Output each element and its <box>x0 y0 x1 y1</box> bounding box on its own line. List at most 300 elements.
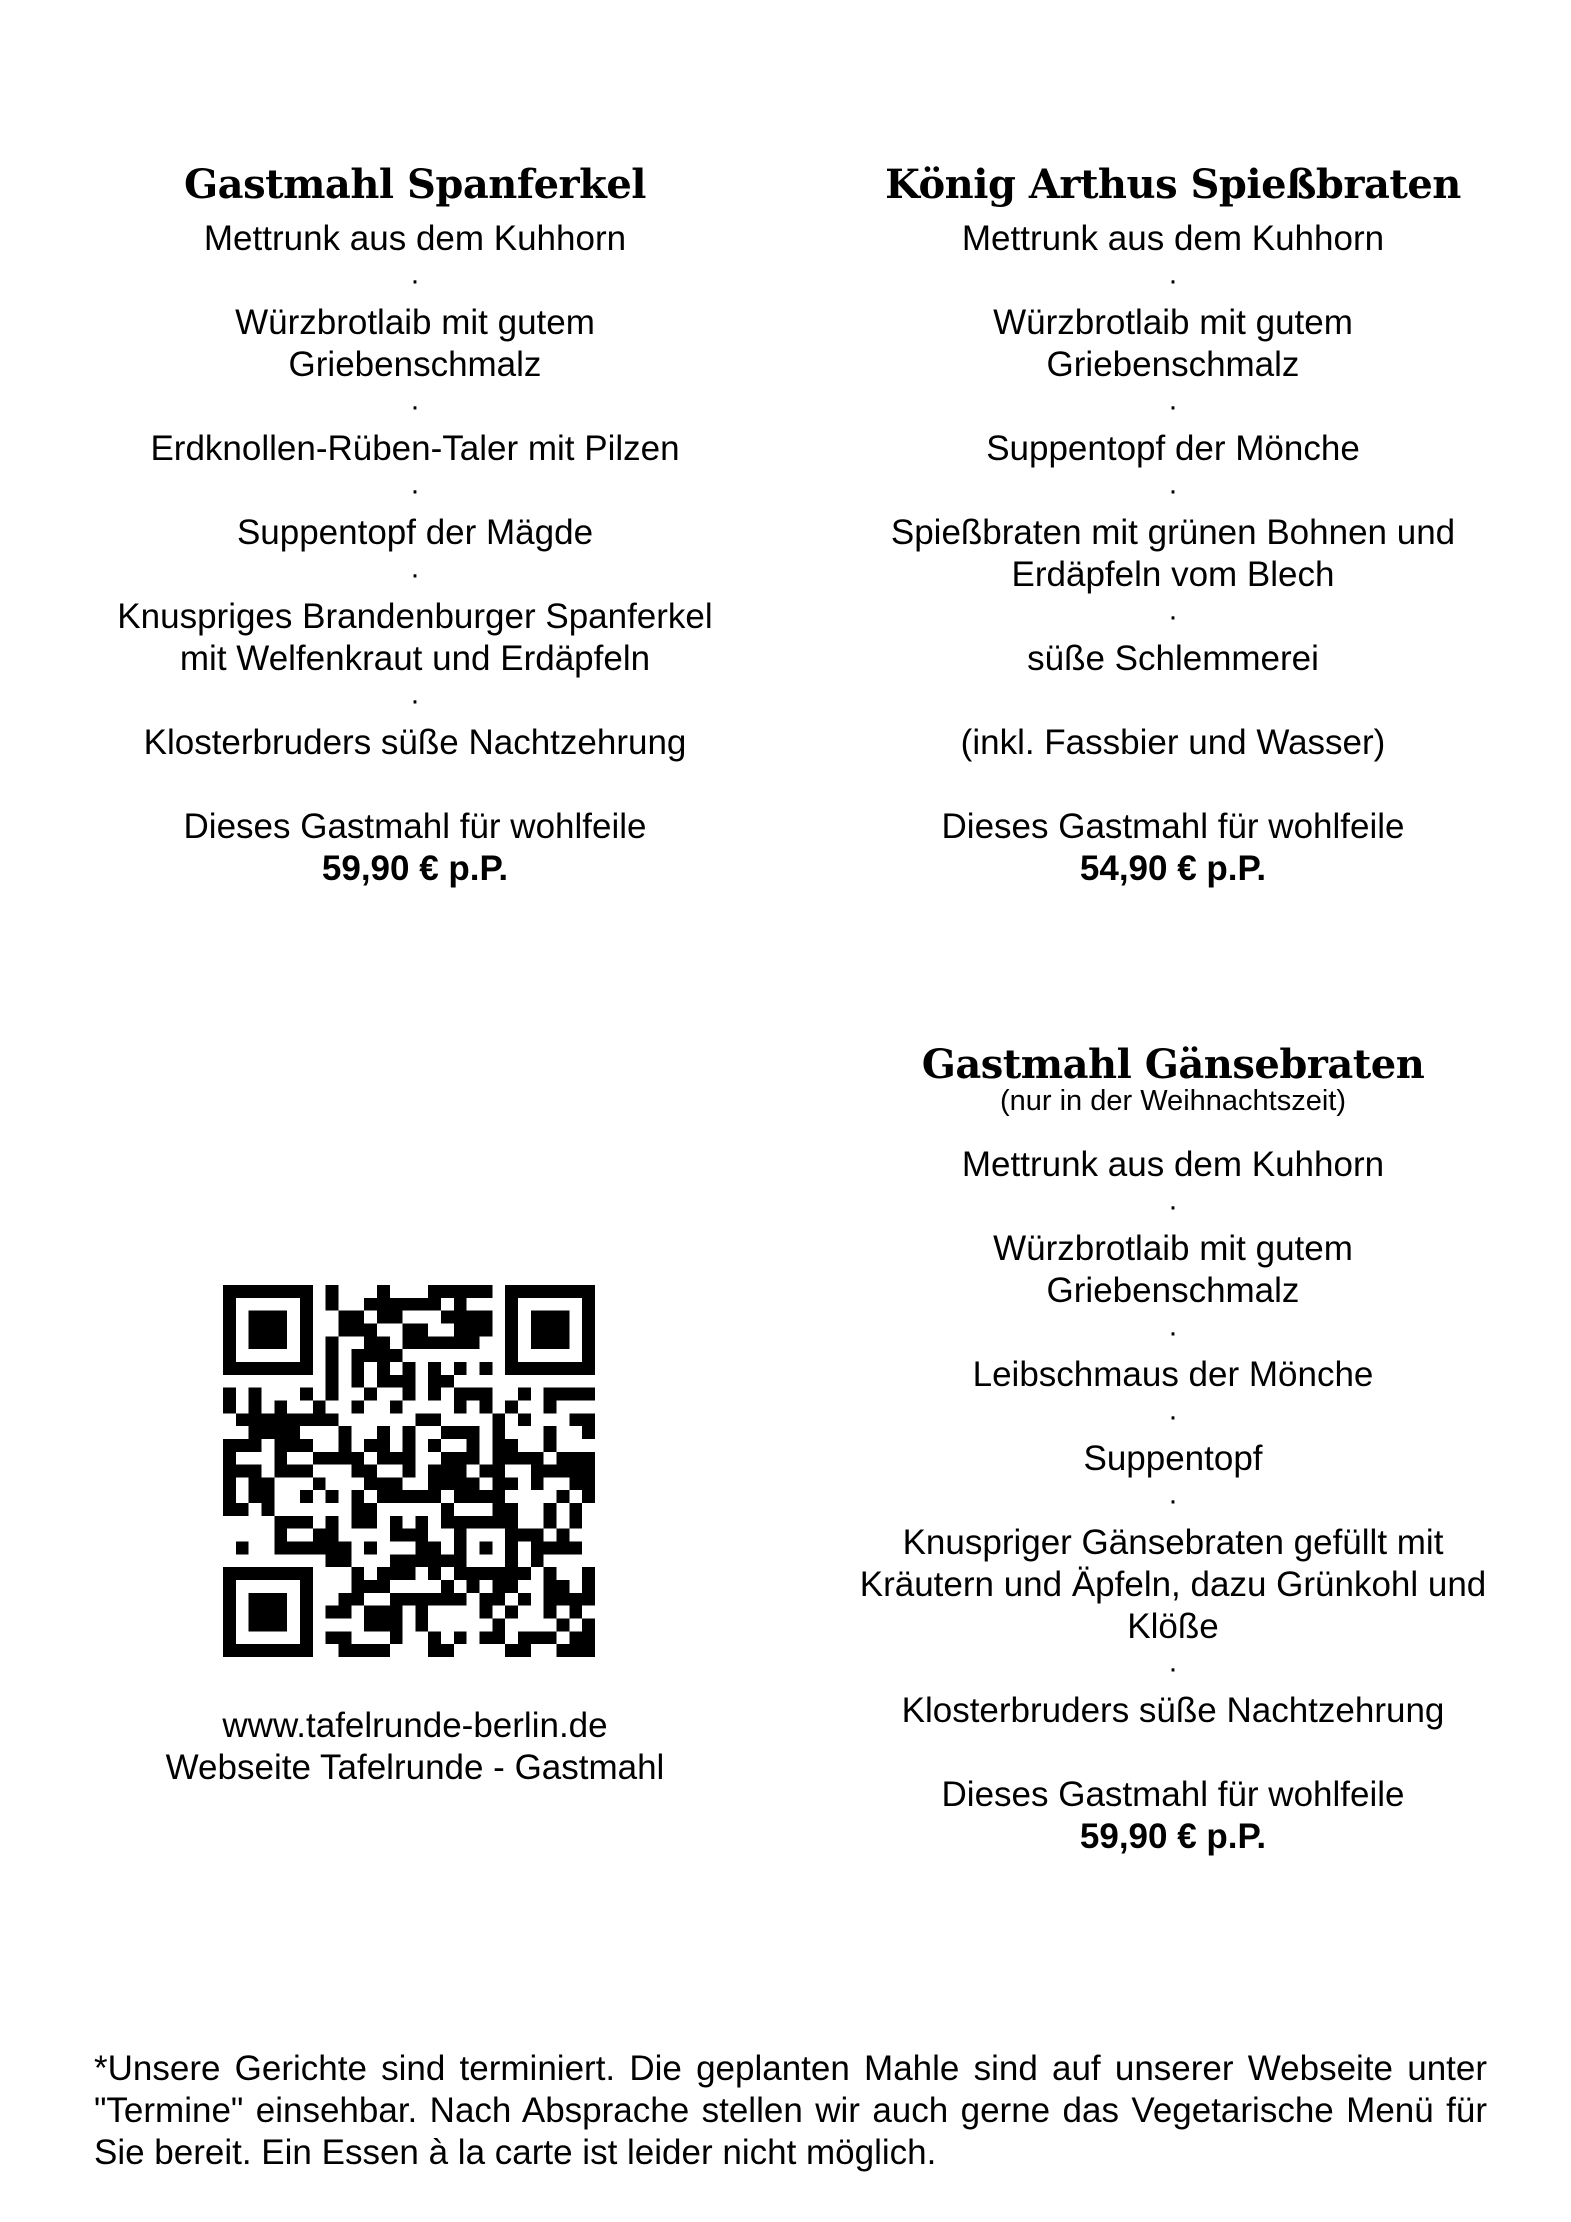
qr-module <box>544 1516 557 1529</box>
qr-module <box>300 1439 313 1452</box>
qr-module <box>582 1388 595 1401</box>
qr-module <box>582 1336 595 1349</box>
qr-module <box>582 1465 595 1478</box>
qr-module <box>454 1631 467 1644</box>
qr-module <box>351 1465 364 1478</box>
qr-module <box>505 1285 518 1298</box>
qr-module <box>441 1465 454 1478</box>
qr-module <box>300 1644 313 1657</box>
qr-module <box>582 1631 595 1644</box>
qr-module <box>492 1567 505 1580</box>
qr-module <box>454 1323 467 1336</box>
qr-module <box>544 1606 557 1619</box>
qr-module <box>492 1426 505 1439</box>
qr-module <box>377 1439 390 1452</box>
qr-module <box>274 1285 287 1298</box>
qr-module <box>390 1298 403 1311</box>
qr-module <box>403 1554 416 1567</box>
qr-module <box>274 1567 287 1580</box>
qr-module <box>403 1336 416 1349</box>
qr-module <box>377 1426 390 1439</box>
qr-module <box>505 1439 518 1452</box>
qr-module <box>557 1285 570 1298</box>
qr-module <box>454 1452 467 1465</box>
menu-item: Suppentopf <box>1083 1439 1263 1478</box>
qr-module <box>505 1606 518 1619</box>
qr-module <box>544 1542 557 1555</box>
qr-module <box>544 1336 557 1349</box>
qr-module <box>480 1311 493 1324</box>
qr-module <box>326 1375 339 1388</box>
qr-module <box>518 1593 531 1606</box>
qr-module <box>518 1644 531 1657</box>
menu-item: Suppentopf der Mönche <box>986 429 1360 468</box>
qr-module <box>441 1593 454 1606</box>
qr-module <box>351 1490 364 1503</box>
qr-module <box>492 1631 505 1644</box>
qr-module <box>582 1298 595 1311</box>
qr-module <box>544 1465 557 1478</box>
separator-dot: · <box>1168 264 1178 297</box>
qr-module <box>531 1554 544 1567</box>
qr-module <box>364 1644 377 1657</box>
qr-module <box>390 1477 403 1490</box>
qr-module <box>223 1593 236 1606</box>
separator-dot: · <box>1168 600 1178 633</box>
qr-module <box>287 1426 300 1439</box>
website-caption: Webseite Tafelrunde - Gastmahl <box>165 1748 665 1787</box>
qr-module <box>505 1362 518 1375</box>
qr-module <box>390 1593 403 1606</box>
qr-module <box>326 1542 339 1555</box>
qr-module <box>544 1400 557 1413</box>
qr-module <box>223 1336 236 1349</box>
qr-module <box>428 1362 441 1375</box>
qr-module <box>261 1619 274 1632</box>
qr-module <box>582 1413 595 1426</box>
qr-module <box>492 1452 505 1465</box>
qr-module <box>249 1644 262 1657</box>
qr-module <box>454 1362 467 1375</box>
separator-dot: · <box>410 390 420 423</box>
qr-module <box>518 1567 531 1580</box>
separator-dot: · <box>410 684 420 717</box>
qr-module <box>364 1439 377 1452</box>
qr-module <box>441 1285 454 1298</box>
qr-module <box>236 1644 249 1657</box>
qr-module <box>223 1298 236 1311</box>
qr-module <box>467 1285 480 1298</box>
qr-module <box>454 1516 467 1529</box>
qr-module <box>287 1439 300 1452</box>
qr-module <box>326 1631 339 1644</box>
qr-module <box>338 1452 351 1465</box>
qr-module <box>544 1580 557 1593</box>
qr-module <box>544 1426 557 1439</box>
separator-dot: · <box>1168 390 1178 423</box>
qr-module <box>223 1311 236 1324</box>
qr-module <box>377 1452 390 1465</box>
qr-module <box>300 1490 313 1503</box>
qr-module <box>249 1619 262 1632</box>
qr-module <box>274 1644 287 1657</box>
qr-module <box>223 1619 236 1632</box>
qr-module <box>415 1606 428 1619</box>
qr-module <box>544 1439 557 1452</box>
qr-module <box>467 1477 480 1490</box>
qr-module <box>300 1298 313 1311</box>
qr-module <box>415 1490 428 1503</box>
qr-module <box>377 1580 390 1593</box>
qr-module <box>377 1567 390 1580</box>
qr-module <box>428 1388 441 1401</box>
qr-module <box>300 1516 313 1529</box>
qr-module <box>364 1606 377 1619</box>
qr-module <box>403 1529 416 1542</box>
qr-module <box>454 1554 467 1567</box>
qr-module <box>223 1388 236 1401</box>
qr-module <box>249 1285 262 1298</box>
qr-module <box>441 1516 454 1529</box>
qr-module <box>261 1503 274 1516</box>
menu-item: Knuspriges Brandenburger Spanferkel mit Welfenkraut und Erdäpfeln <box>117 597 713 678</box>
qr-module <box>467 1388 480 1401</box>
qr-module <box>454 1490 467 1503</box>
qr-module <box>313 1542 326 1555</box>
qr-module <box>390 1452 403 1465</box>
qr-module <box>287 1644 300 1657</box>
qr-module <box>492 1503 505 1516</box>
qr-module <box>223 1465 236 1478</box>
qr-module <box>274 1323 287 1336</box>
qr-module <box>480 1542 493 1555</box>
qr-module <box>377 1606 390 1619</box>
qr-module <box>505 1503 518 1516</box>
qr-module <box>454 1529 467 1542</box>
qr-module <box>569 1465 582 1478</box>
separator-dot: · <box>1168 1400 1178 1433</box>
qr-module <box>492 1580 505 1593</box>
qr-module <box>364 1516 377 1529</box>
qr-module <box>569 1593 582 1606</box>
qr-module <box>351 1349 364 1362</box>
qr-module <box>287 1413 300 1426</box>
qr-module <box>505 1336 518 1349</box>
qr-module <box>505 1580 518 1593</box>
qr-module <box>531 1477 544 1490</box>
separator-dot: · <box>1168 1316 1178 1349</box>
qr-module <box>236 1567 249 1580</box>
qr-module <box>274 1452 287 1465</box>
qr-module <box>454 1426 467 1439</box>
qr-module <box>390 1375 403 1388</box>
qr-module <box>505 1298 518 1311</box>
qr-module <box>351 1400 364 1413</box>
qr-module <box>300 1323 313 1336</box>
qr-module <box>441 1375 454 1388</box>
qr-module <box>326 1388 339 1401</box>
qr-module <box>582 1644 595 1657</box>
qr-module <box>544 1567 557 1580</box>
qr-module <box>300 1362 313 1375</box>
qr-module <box>531 1529 544 1542</box>
qr-module <box>454 1567 467 1580</box>
qr-module <box>274 1606 287 1619</box>
qr-module <box>274 1465 287 1478</box>
qr-module <box>415 1619 428 1632</box>
separator-dot: · <box>1168 474 1178 507</box>
qr-module <box>274 1413 287 1426</box>
qr-module <box>557 1529 570 1542</box>
qr-module <box>377 1375 390 1388</box>
qr-module <box>428 1593 441 1606</box>
qr-module <box>467 1426 480 1439</box>
qr-module <box>300 1413 313 1426</box>
qr-module <box>274 1542 287 1555</box>
menu-item: Mettrunk aus dem Kuhhorn <box>961 1145 1385 1184</box>
qr-module <box>569 1477 582 1490</box>
qr-module <box>274 1593 287 1606</box>
qr-module <box>569 1285 582 1298</box>
qr-module <box>351 1593 364 1606</box>
qr-module <box>326 1516 339 1529</box>
qr-module <box>300 1631 313 1644</box>
qr-module <box>300 1619 313 1632</box>
separator-dot: · <box>1168 1190 1178 1223</box>
qr-module <box>313 1452 326 1465</box>
qr-module <box>582 1567 595 1580</box>
qr-code-icon[interactable] <box>223 1285 595 1657</box>
price: 54,90 € p.P. <box>1079 849 1267 888</box>
qr-module <box>274 1516 287 1529</box>
qr-module <box>582 1349 595 1362</box>
qr-module <box>261 1323 274 1336</box>
qr-module <box>287 1516 300 1529</box>
qr-module <box>557 1542 570 1555</box>
qr-module <box>467 1323 480 1336</box>
qr-module <box>544 1388 557 1401</box>
qr-module <box>261 1413 274 1426</box>
qr-module <box>415 1542 428 1555</box>
qr-module <box>377 1336 390 1349</box>
qr-module <box>428 1285 441 1298</box>
qr-module <box>454 1311 467 1324</box>
qr-module <box>300 1580 313 1593</box>
qr-module <box>236 1439 249 1452</box>
menu-note: (inkl. Fassbier und Wasser) <box>960 723 1386 762</box>
qr-code-graphic <box>223 1285 595 1657</box>
qr-module <box>390 1631 403 1644</box>
qr-module <box>326 1554 339 1567</box>
price-label: Dieses Gastmahl für wohlfeile <box>183 807 647 846</box>
qr-module <box>428 1375 441 1388</box>
qr-module <box>300 1349 313 1362</box>
qr-module <box>531 1323 544 1336</box>
qr-module <box>351 1567 364 1580</box>
qr-module <box>480 1285 493 1298</box>
qr-module <box>249 1606 262 1619</box>
qr-module <box>261 1336 274 1349</box>
qr-module <box>415 1529 428 1542</box>
qr-module <box>557 1644 570 1657</box>
qr-module <box>531 1452 544 1465</box>
qr-module <box>518 1631 531 1644</box>
qr-module <box>261 1426 274 1439</box>
qr-module <box>582 1619 595 1632</box>
qr-module <box>223 1477 236 1490</box>
price-label: Dieses Gastmahl für wohlfeile <box>941 807 1405 846</box>
qr-module <box>351 1503 364 1516</box>
qr-module <box>390 1490 403 1503</box>
qr-module <box>351 1580 364 1593</box>
qr-module <box>300 1311 313 1324</box>
qr-module <box>338 1554 351 1567</box>
qr-module <box>338 1426 351 1439</box>
website-url[interactable]: www.tafelrunde-berlin.de <box>222 1706 608 1745</box>
qr-module <box>569 1516 582 1529</box>
qr-module <box>544 1285 557 1298</box>
price: 59,90 € p.P. <box>1079 1817 1267 1856</box>
qr-module <box>428 1554 441 1567</box>
qr-module <box>390 1529 403 1542</box>
qr-module <box>300 1388 313 1401</box>
qr-module <box>351 1323 364 1336</box>
qr-module <box>480 1400 493 1413</box>
qr-module <box>300 1593 313 1606</box>
qr-module <box>582 1490 595 1503</box>
qr-module <box>287 1285 300 1298</box>
qr-module <box>557 1336 570 1349</box>
qr-module <box>274 1336 287 1349</box>
qr-module <box>236 1285 249 1298</box>
qr-module <box>569 1503 582 1516</box>
qr-module <box>505 1516 518 1529</box>
qr-module <box>236 1413 249 1426</box>
qr-module <box>569 1631 582 1644</box>
menu-title: Gastmahl Spanferkel <box>184 161 646 208</box>
qr-module <box>249 1413 262 1426</box>
qr-module <box>531 1631 544 1644</box>
qr-module <box>441 1644 454 1657</box>
qr-module <box>223 1503 236 1516</box>
qr-module <box>467 1516 480 1529</box>
menu-item: Mettrunk aus dem Kuhhorn <box>203 219 627 258</box>
qr-module <box>492 1439 505 1452</box>
qr-module <box>351 1644 364 1657</box>
qr-module <box>364 1503 377 1516</box>
qr-module <box>415 1336 428 1349</box>
qr-module <box>441 1311 454 1324</box>
qr-module <box>569 1413 582 1426</box>
qr-module <box>223 1323 236 1336</box>
qr-module <box>249 1439 262 1452</box>
qr-module <box>287 1362 300 1375</box>
qr-module <box>518 1285 531 1298</box>
qr-module <box>441 1554 454 1567</box>
qr-module <box>249 1336 262 1349</box>
qr-module <box>492 1516 505 1529</box>
qr-module <box>454 1400 467 1413</box>
qr-module <box>467 1336 480 1349</box>
qr-module <box>518 1529 531 1542</box>
qr-module <box>582 1477 595 1490</box>
qr-module <box>557 1362 570 1375</box>
qr-module <box>377 1311 390 1324</box>
qr-module <box>557 1388 570 1401</box>
qr-module <box>454 1477 467 1490</box>
qr-module <box>415 1413 428 1426</box>
qr-module <box>492 1619 505 1632</box>
qr-module <box>351 1362 364 1375</box>
qr-module <box>428 1490 441 1503</box>
price: 59,90 € p.P. <box>321 849 509 888</box>
menu-item: Spießbraten mit grünen Bohnen und Erdäpfeln vom Blech <box>890 513 1456 594</box>
qr-module <box>505 1323 518 1336</box>
qr-module <box>403 1439 416 1452</box>
qr-module <box>492 1413 505 1426</box>
qr-module <box>569 1606 582 1619</box>
qr-module <box>261 1490 274 1503</box>
qr-module <box>557 1490 570 1503</box>
qr-module <box>557 1311 570 1324</box>
qr-module <box>300 1567 313 1580</box>
qr-module <box>569 1362 582 1375</box>
qr-module <box>582 1285 595 1298</box>
qr-module <box>441 1336 454 1349</box>
qr-module <box>326 1606 339 1619</box>
qr-module <box>454 1298 467 1311</box>
menu-item: Leibschmaus der Mönche <box>972 1355 1374 1394</box>
qr-module <box>377 1285 390 1298</box>
qr-module <box>223 1606 236 1619</box>
qr-module <box>223 1439 236 1452</box>
menu-subtitle: (nur in der Weihnachtszeit) <box>999 1085 1346 1117</box>
qr-module <box>261 1606 274 1619</box>
qr-module <box>261 1593 274 1606</box>
qr-module <box>249 1593 262 1606</box>
qr-module <box>377 1298 390 1311</box>
qr-module <box>403 1567 416 1580</box>
qr-module <box>582 1593 595 1606</box>
qr-module <box>531 1285 544 1298</box>
qr-module <box>326 1490 339 1503</box>
qr-module <box>582 1323 595 1336</box>
qr-module <box>313 1529 326 1542</box>
qr-module <box>467 1580 480 1593</box>
qr-module <box>467 1452 480 1465</box>
qr-module <box>364 1388 377 1401</box>
menu-spiessbraten <box>828 160 1518 890</box>
qr-module <box>351 1311 364 1324</box>
menu-item: Klosterbruders süße Nachtzehrung <box>901 1691 1445 1730</box>
qr-module <box>390 1606 403 1619</box>
qr-module <box>480 1593 493 1606</box>
qr-module <box>338 1439 351 1452</box>
qr-module <box>351 1452 364 1465</box>
qr-module <box>236 1465 249 1478</box>
qr-module <box>531 1542 544 1555</box>
qr-module <box>505 1349 518 1362</box>
qr-module <box>505 1452 518 1465</box>
qr-module <box>377 1477 390 1490</box>
qr-module <box>582 1452 595 1465</box>
qr-module <box>377 1490 390 1503</box>
qr-module <box>300 1542 313 1555</box>
qr-module <box>403 1362 416 1375</box>
qr-module <box>351 1516 364 1529</box>
menu-item: Klosterbruders süße Nachtzehrung <box>143 723 687 762</box>
qr-module <box>261 1644 274 1657</box>
